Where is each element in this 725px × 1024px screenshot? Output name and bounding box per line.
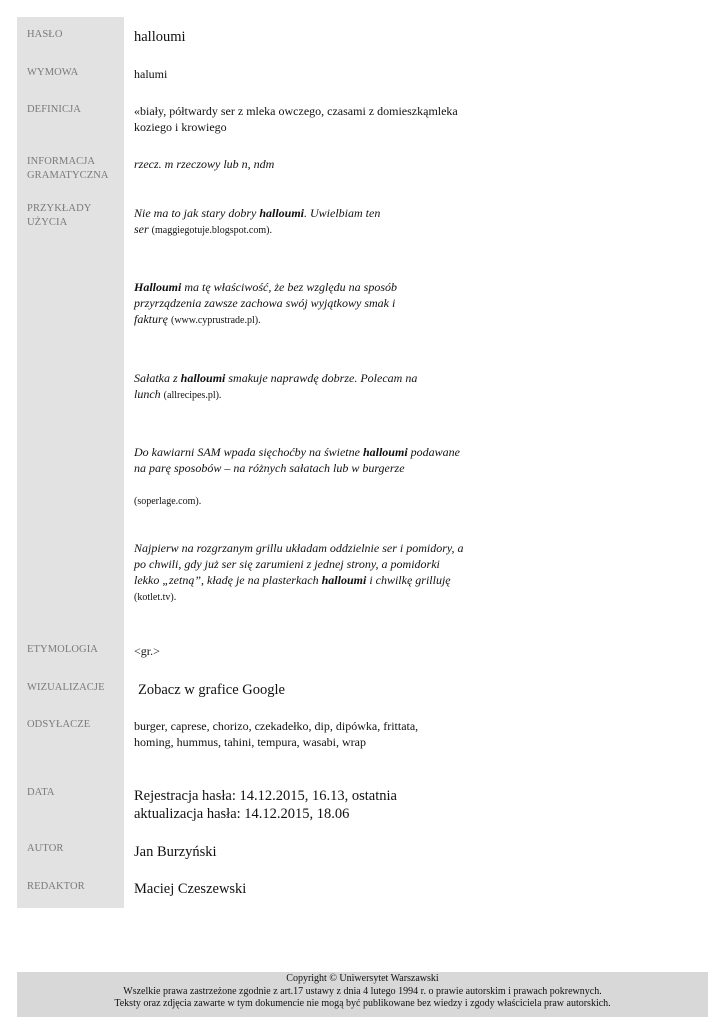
- author-name: Jan Burzyński: [134, 844, 217, 860]
- copyright-footer: [17, 972, 708, 1017]
- label-odsylacze: ODSYŁACZE: [27, 719, 91, 730]
- label-wizualizacje: WIZUALIZACJE: [27, 682, 105, 693]
- example-source: (kotlet.tv): [134, 592, 174, 603]
- usage-example: Do kawiarni SAM wpada sięchoćby na świetne halloumi podawane na parę sposobów – na różnych sałatach lub w burgerze (soperlage.com).: [134, 445, 460, 507]
- footer-rights: Wszelkie prawa zastrzeżone zgodnie z art.17 ustawy z dnia 4 lutego 1994 r. o prawie autorskim i prawach pokrewnych.: [123, 985, 602, 997]
- example-headword: halloumi: [362, 445, 408, 459]
- headword: halloumi: [134, 29, 186, 45]
- grammatical-info: rzecz. m rzeczowy lub n, ndm: [134, 157, 275, 171]
- label-etymologia: ETYMOLOGIA: [27, 644, 98, 655]
- example-source: (allrecipes.pl): [163, 390, 219, 401]
- usage-example: Najpierw na rozgrzanym grillu układam oddzielnie ser i pomidory, a po chwili, gdy już ser się zarumieni z jednej strony, a pomidorki lekko „zetną”, kładę je na plasterkach halloumi i chwilkę grilluję (kotlet.tv).: [134, 541, 464, 603]
- google-images-link[interactable]: Zobacz w grafice Google: [138, 682, 285, 698]
- label-haslo: HASŁO: [27, 29, 63, 40]
- label-wymowa: WYMOWA: [27, 67, 79, 78]
- label-data: DATA: [27, 787, 55, 798]
- example-source: (soperlage.com): [134, 496, 199, 507]
- pronunciation: halumi: [134, 67, 168, 81]
- footer-copyright: Copyright © Uniwersytet Warszawski: [286, 973, 439, 984]
- usage-example: Sałatka z halloumi smakuje naprawdę dobrze. Polecam na lunch (allrecipes.pl).: [134, 371, 418, 401]
- label-przyklady-uzycia: PRZYKŁADY UŻYCIA: [27, 203, 92, 228]
- example-source: (maggiegotuje.blogspot.com): [151, 225, 270, 236]
- editor-name: Maciej Czeszewski: [134, 881, 247, 897]
- label-definicja: DEFINICJA: [27, 104, 81, 115]
- definition: «biały, półtwardy ser z mleka owczego, czasami z domieszkąmleka koziego i krowiego: [134, 104, 458, 134]
- usage-example: Halloumi ma tę właściwość, że bez względu na sposób przyrządzenia zawsze zachowa swój wyjątkowy smak i fakturę (www.cyprustrade.pl).: [134, 280, 398, 326]
- registration-date: Rejestracja hasła: 14.12.2015, 16.13, ostatnia aktualizacja hasła: 14.12.2015, 18.06: [134, 788, 397, 822]
- example-headword: halloumi: [180, 371, 226, 385]
- example-headword: halloumi: [259, 206, 305, 220]
- etymology: <gr.>: [134, 644, 160, 658]
- cross-references: burger, caprese, chorizo, czekadełko, dip, dipówka, frittata, homing, hummus, tahini, tempura, wasabi, wrap: [134, 719, 419, 749]
- label-redaktor: REDAKTOR: [27, 881, 85, 892]
- example-headword: halloumi: [321, 573, 367, 587]
- label-column-background: [17, 17, 124, 908]
- example-headword: Halloumi: [134, 280, 182, 294]
- footer-notice: Teksty oraz zdjęcia zawarte w tym dokumencie nie mogą być publikowane bez wiedzy i zgody właściciela praw autorskich.: [114, 998, 611, 1009]
- usage-example: Nie ma to jak stary dobry halloumi. Uwielbiam ten ser (maggiegotuje.blogspot.com).: [134, 206, 381, 236]
- label-informacja-gramatyczna: INFORMACJA GRAMATYCZNA: [27, 156, 109, 181]
- label-autor: AUTOR: [27, 843, 64, 854]
- example-source: (www.cyprustrade.pl): [171, 315, 259, 326]
